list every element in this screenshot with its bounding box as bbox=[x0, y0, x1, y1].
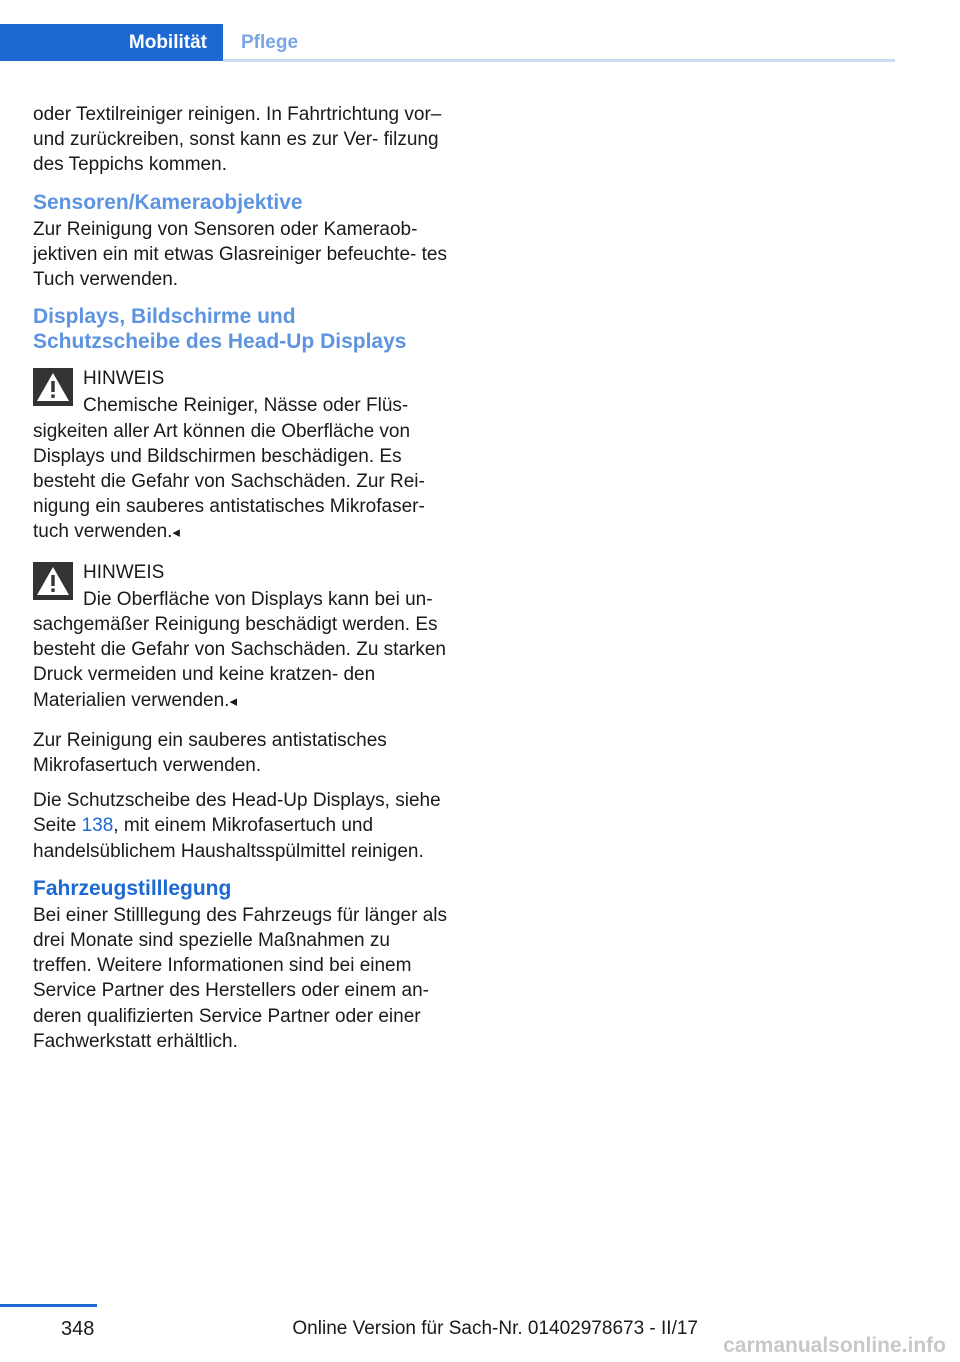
watermark: carmanualsonline.info bbox=[723, 1334, 946, 1357]
heading-displays bbox=[33, 304, 448, 354]
tab-pflege[interactable] bbox=[223, 24, 895, 61]
sensors-paragraph: Zur Reinigung von Sensoren oder Kameraob‐ jektiven ein mit etwas Glasreiniger befeuchte‐ tes Tuch verwenden. bbox=[33, 218, 447, 291]
cloth-paragraph: Zur Reinigung ein sauberes antistatisches Mikrofasertuch verwenden. bbox=[33, 729, 387, 777]
notice-2 bbox=[33, 560, 448, 714]
notice-1-body bbox=[33, 419, 448, 546]
tab-mobilitaet-label: Mobilität bbox=[128, 32, 207, 53]
intro-paragraph: oder Textilreiniger reinigen. In Fahrtrichtung vor– und zurückreiben, sonst kann es zur Ver‐ filzung des Teppichs kommen. bbox=[33, 104, 442, 176]
heading-storage: Fahrzeugstilllegung bbox=[33, 876, 232, 900]
warning-triangle-icon bbox=[33, 368, 73, 406]
footer-divider bbox=[0, 1304, 97, 1307]
storage-paragraph: Bei einer Stilllegung des Fahrzeugs für länger als drei Monate sind spezielle Maßnahmen zu treffen. Weitere Informationen sind bei einem Service Partner des Herstellers oder einem an‐ deren qualifizierten Service Partner oder einer Fachwerkstatt erhältlich. bbox=[33, 904, 448, 1052]
notice-1-text: sigkeiten aller Art können die Oberfläche von Displays und Bildschirmen beschädigen. Es besteht die Gefahr von Sachschäden. Zur Rei‐ nigung ein sauberes antistatisches Mikrofaser‐ tuch verwenden. bbox=[33, 420, 425, 543]
heading-displays-line-1: Displays, Bildschirme und bbox=[33, 305, 296, 329]
end-mark-icon: ◂ bbox=[229, 692, 237, 710]
online-version-text: Online Version für Sach-Nr. 01402978673 - II/17 bbox=[292, 1318, 698, 1339]
page-content bbox=[33, 102, 448, 1064]
page-number: 348 bbox=[61, 1318, 95, 1340]
page-header bbox=[0, 0, 960, 64]
page-reference-link[interactable]: 138 bbox=[81, 815, 114, 837]
header-divider bbox=[223, 59, 895, 62]
hud-text-before: Die Schutzscheibe des Head-Up Displays, siehe Seite bbox=[33, 790, 441, 837]
notice-2-first-line: Die Oberfläche von Displays kann bei un‐ bbox=[83, 588, 433, 610]
tab-mobilitaet[interactable] bbox=[0, 24, 223, 61]
hud-paragraph bbox=[33, 788, 448, 864]
notice-2-body bbox=[33, 612, 448, 714]
notice-1-first-line: Chemische Reiniger, Nässe oder Flüs‐ bbox=[83, 395, 409, 417]
heading-displays-line-2: Schutzscheibe des Head-Up Displays bbox=[33, 330, 407, 354]
notice-1 bbox=[33, 366, 448, 545]
end-mark-icon: ◂ bbox=[172, 524, 180, 542]
tab-pflege-label: Pflege bbox=[241, 32, 299, 53]
notice-1-title: HINWEIS bbox=[83, 368, 165, 390]
heading-sensors: Sensoren/Kameraobjektive bbox=[33, 190, 303, 214]
warning-triangle-icon bbox=[33, 562, 73, 600]
notice-2-text: sachgemäßer Reinigung beschädigt werden. Es besteht die Gefahr von Sachschäden. Zu starken Druck vermeiden und keine kratzen‐ den Materialien verwenden. bbox=[33, 614, 446, 711]
hud-text-after: , mit einem Mikrofasertuch und handelsüblichem Haushaltsspülmittel reinigen. bbox=[33, 815, 424, 862]
notice-2-title: HINWEIS bbox=[83, 561, 165, 583]
